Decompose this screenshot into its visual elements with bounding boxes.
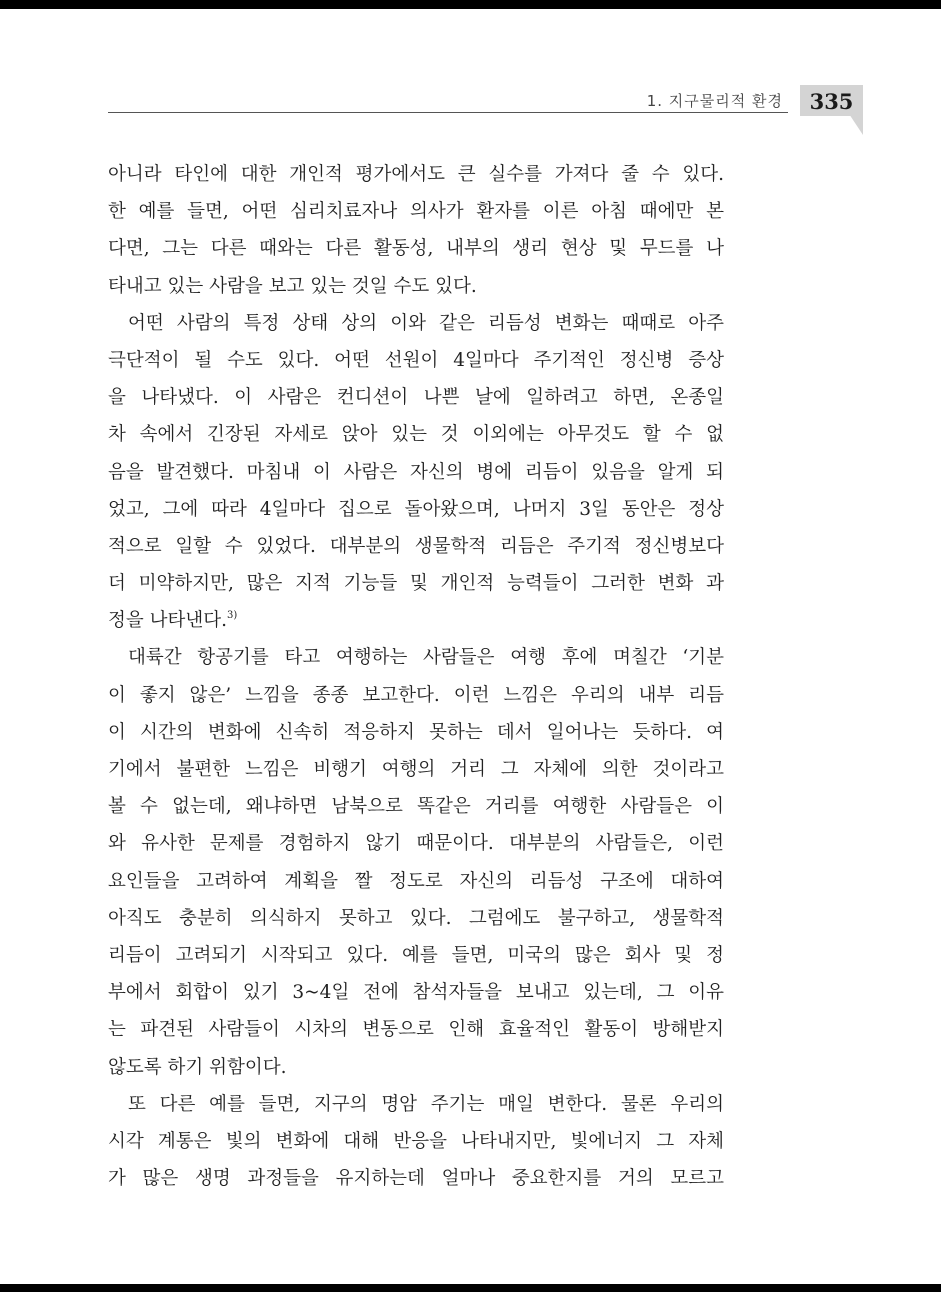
text-line: 아직도 충분히 의식하지 못하고 있다. 그럼에도 불구하고, 생물학적: [108, 907, 724, 929]
text-line: 부에서 회합이 있기 3~4일 전에 참석자들을 보내고 있는데, 그 이유: [108, 982, 724, 1004]
text-line: 이 좋지 않은’ 느낌을 종종 보고한다. 이런 느낌은 우리의 내부 리듬: [108, 684, 724, 706]
text-line: 기에서 불편한 느낌은 비행기 여행의 거리 그 자체에 의한 것이라고: [108, 759, 724, 780]
text-line: 을 나타냈다. 이 사람은 컨디션이 나쁜 날에 일하려고 하면, 온종일: [108, 387, 724, 409]
paragraph: [108, 639, 724, 1085]
paragraph: [108, 156, 724, 305]
page-number: 335: [809, 89, 854, 114]
text-line: 다면, 그는 다른 때와는 다른 활동성, 내부의 생리 현상 및 무드를 나: [108, 238, 724, 260]
paragraph: [108, 305, 724, 640]
page-header: [108, 85, 863, 135]
header-rule: [108, 112, 788, 113]
text-line: 와 유사한 문제를 경험하지 않기 때문이다. 대부분의 사람들은, 이런: [108, 833, 724, 855]
text-line: 볼 수 없는데, 왜냐하면 남북으로 똑같은 거리를 여행한 사람들은 이: [108, 796, 724, 818]
text-line: 한 예를 들면, 어떤 심리치료자나 의사가 환자를 이른 아침 때에만 본: [108, 201, 724, 223]
text-line: 타내고 있는 사람을 보고 있는 것일 수도 있다.: [108, 275, 477, 297]
text-line: 않도록 하기 위함이다.: [108, 1056, 287, 1078]
text-line: 리듬이 고려되기 시작되고 있다. 예를 들면, 미국의 많은 회사 및 정: [108, 944, 724, 966]
top-border-bar: [0, 0, 941, 9]
body-text: [108, 156, 724, 1197]
text-line: 차 속에서 긴장된 자세로 앉아 있는 것 이외에는 아무것도 할 수 없: [108, 424, 724, 446]
text-line: 요인들을 고려하여 계획을 짤 정도로 자신의 리듬성 구조에 대하여: [108, 870, 724, 892]
text-line: 아니라 타인에 대한 개인적 평가에서도 큰 실수를 가져다 줄 수 있다.: [108, 164, 724, 185]
text-line: 대륙간 항공기를 타고 여행하는 사람들은 여행 후에 며칠간 ‘기분: [128, 647, 724, 669]
bottom-border-bar: [0, 1284, 941, 1292]
text-line: 이 시간의 변화에 신속히 적응하지 못하는 데서 일어나는 듯하다. 여: [108, 721, 724, 743]
text-line: 었고, 그에 따라 4일마다 집으로 돌아왔으며, 나머지 3일 동안은 정상: [108, 498, 724, 520]
text-line: 가 많은 생명 과정들을 유지하는데 얼마나 중요한지를 거의 모르고: [108, 1168, 724, 1190]
running-title: 1. 지구물리적 환경: [646, 92, 783, 110]
text-line: 적으로 일할 수 있었다. 대부분의 생물학적 리듬은 주기적 정신병보다: [108, 535, 724, 557]
paragraph: [108, 1086, 724, 1198]
text-line: 극단적이 될 수도 있다. 어떤 선원이 4일마다 주기적인 정신병 증상: [108, 349, 724, 371]
text-line: 어떤 사람의 특정 상태 상의 이와 같은 리듬성 변화는 때때로 아주: [128, 312, 724, 334]
text-line: 음을 발견했다. 마침내 이 사람은 자신의 병에 리듬이 있음을 알게 되: [108, 461, 724, 483]
text-line: 시각 계통은 빛의 변화에 대해 반응을 나타내지만, 빛에너지 그 자체: [108, 1130, 724, 1152]
text-line: 는 파견된 사람들이 시차의 변동으로 인해 효율적인 활동이 방해받지: [108, 1019, 724, 1041]
footnote-marker: 3): [227, 610, 238, 622]
text-line: [108, 602, 724, 639]
text-line: 또 다른 예를 들면, 지구의 명암 주기는 매일 변한다. 물론 우리의: [128, 1093, 724, 1115]
text-line: 더 미약하지만, 많은 지적 기능들 및 개인적 능력들이 그러한 변화 과: [108, 573, 724, 595]
text-line-content: 정을 나타낸다.: [108, 610, 227, 632]
